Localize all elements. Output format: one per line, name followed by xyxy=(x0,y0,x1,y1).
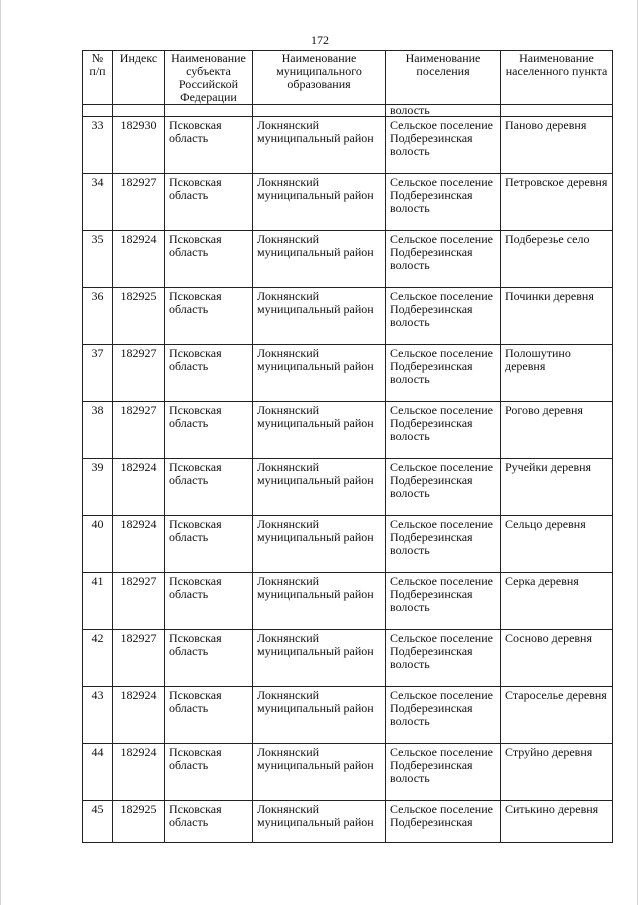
cell-num: 33 xyxy=(83,117,113,174)
cell-locality: Починки деревня xyxy=(501,288,613,345)
table-row xyxy=(83,744,613,801)
cell-locality: Сосново деревня xyxy=(501,630,613,687)
cell-subject xyxy=(165,105,253,117)
cell-settlement: Сельское поселение Подберезинская волость xyxy=(386,459,501,516)
table-row xyxy=(83,573,613,630)
cell-num: 38 xyxy=(83,402,113,459)
cell-subject: Псковская область xyxy=(165,231,253,288)
cell-subject: Псковская область xyxy=(165,744,253,801)
cell-index: 182927 xyxy=(113,402,165,459)
cell-num xyxy=(83,105,113,117)
cell-municipality: Локнянский муниципальный район xyxy=(253,573,386,630)
cell-num: 45 xyxy=(83,801,113,843)
cell-num: 37 xyxy=(83,345,113,402)
cell-locality: Ситькино деревня xyxy=(501,801,613,843)
cell-settlement: Сельское поселение Подберезинская xyxy=(386,801,501,843)
cell-subject: Псковская область xyxy=(165,288,253,345)
header-settlement: Наименование поселения xyxy=(386,51,501,105)
table-row xyxy=(83,117,613,174)
table-row xyxy=(83,687,613,744)
cell-num: 39 xyxy=(83,459,113,516)
cell-subject: Псковская область xyxy=(165,516,253,573)
cell-municipality: Локнянский муниципальный район xyxy=(253,288,386,345)
cell-locality: Петровское деревня xyxy=(501,174,613,231)
cell-subject: Псковская область xyxy=(165,345,253,402)
cell-num: 36 xyxy=(83,288,113,345)
table-row xyxy=(83,402,613,459)
table-header xyxy=(83,51,613,105)
cell-settlement: Сельское поселение Подберезинская волость xyxy=(386,345,501,402)
cell-municipality: Локнянский муниципальный район xyxy=(253,174,386,231)
cell-index: 182924 xyxy=(113,459,165,516)
table-row xyxy=(83,630,613,687)
cell-num: 35 xyxy=(83,231,113,288)
continuation-row xyxy=(83,105,613,117)
cell-municipality: Локнянский муниципальный район xyxy=(253,801,386,843)
cell-num: 43 xyxy=(83,687,113,744)
cell-index: 182927 xyxy=(113,573,165,630)
cell-settlement: Сельское поселение Подберезинская волость xyxy=(386,573,501,630)
cell-index: 182925 xyxy=(113,801,165,843)
cell-subject: Псковская область xyxy=(165,630,253,687)
table-row xyxy=(83,516,613,573)
cell-subject: Псковская область xyxy=(165,687,253,744)
cell-index xyxy=(113,105,165,117)
header-municipality: Наименование муниципального образования xyxy=(253,51,386,105)
cell-municipality: Локнянский муниципальный район xyxy=(253,630,386,687)
cell-subject: Псковская область xyxy=(165,117,253,174)
cell-num: 40 xyxy=(83,516,113,573)
header-subject: Наименование субъекта Российской Федерации xyxy=(165,51,253,105)
cell-municipality: Локнянский муниципальный район xyxy=(253,687,386,744)
cell-index: 182924 xyxy=(113,744,165,801)
cell-num: 44 xyxy=(83,744,113,801)
cell-locality: Подберезье село xyxy=(501,231,613,288)
localities-table xyxy=(82,50,613,843)
cell-index: 182925 xyxy=(113,288,165,345)
cell-subject: Псковская область xyxy=(165,459,253,516)
cell-municipality: Локнянский муниципальный район xyxy=(253,459,386,516)
cell-subject: Псковская область xyxy=(165,174,253,231)
cell-locality: Рогово деревня xyxy=(501,402,613,459)
table-row xyxy=(83,459,613,516)
cell-subject: Псковская область xyxy=(165,573,253,630)
header-locality: Наименование населенного пункта xyxy=(501,51,613,105)
cell-index: 182927 xyxy=(113,345,165,402)
cell-settlement: Сельское поселение Подберезинская волость xyxy=(386,630,501,687)
scan-edge-left xyxy=(0,0,1,905)
cell-num: 41 xyxy=(83,573,113,630)
cell-locality: Сельцо деревня xyxy=(501,516,613,573)
cell-settlement: Сельское поселение Подберезинская волость xyxy=(386,174,501,231)
cell-num: 42 xyxy=(83,630,113,687)
cell-locality: Серка деревня xyxy=(501,573,613,630)
cell-municipality xyxy=(253,105,386,117)
cell-locality: Ручейки деревня xyxy=(501,459,613,516)
header-row xyxy=(83,51,613,105)
cell-index: 182930 xyxy=(113,117,165,174)
cell-settlement: Сельское поселение Подберезинская волость xyxy=(386,402,501,459)
scan-edge-right xyxy=(637,0,638,905)
cell-index: 182927 xyxy=(113,174,165,231)
cell-municipality: Локнянский муниципальный район xyxy=(253,744,386,801)
cell-index: 182924 xyxy=(113,516,165,573)
cell-municipality: Локнянский муниципальный район xyxy=(253,345,386,402)
header-index: Индекс xyxy=(113,51,165,105)
cell-subject: Псковская область xyxy=(165,402,253,459)
cell-settlement: Сельское поселение Подберезинская волость xyxy=(386,744,501,801)
table-row xyxy=(83,174,613,231)
cell-municipality: Локнянский муниципальный район xyxy=(253,117,386,174)
cell-subject: Псковская область xyxy=(165,801,253,843)
cell-locality xyxy=(501,105,613,117)
cell-settlement: волость xyxy=(386,105,501,117)
cell-settlement: Сельское поселение Подберезинская волость xyxy=(386,687,501,744)
cell-municipality: Локнянский муниципальный район xyxy=(253,231,386,288)
cell-locality: Староселье деревня xyxy=(501,687,613,744)
cell-index: 182924 xyxy=(113,231,165,288)
cell-locality: Полошутино деревня xyxy=(501,345,613,402)
table-row xyxy=(83,801,613,843)
cell-locality: Струйно деревня xyxy=(501,744,613,801)
cell-settlement: Сельское поселение Подберезинская волость xyxy=(386,516,501,573)
cell-locality: Паново деревня xyxy=(501,117,613,174)
cell-settlement: Сельское поселение Подберезинская волость xyxy=(386,117,501,174)
cell-index: 182927 xyxy=(113,630,165,687)
table-row xyxy=(83,231,613,288)
cell-num: 34 xyxy=(83,174,113,231)
cell-index: 182924 xyxy=(113,687,165,744)
table-body xyxy=(83,105,613,843)
header-num: № п/п xyxy=(83,51,113,105)
table-row xyxy=(83,288,613,345)
table-row xyxy=(83,345,613,402)
cell-settlement: Сельское поселение Подберезинская волость xyxy=(386,288,501,345)
cell-municipality: Локнянский муниципальный район xyxy=(253,402,386,459)
cell-settlement: Сельское поселение Подберезинская волость xyxy=(386,231,501,288)
page-number: 172 xyxy=(311,33,329,47)
cell-municipality: Локнянский муниципальный район xyxy=(253,516,386,573)
